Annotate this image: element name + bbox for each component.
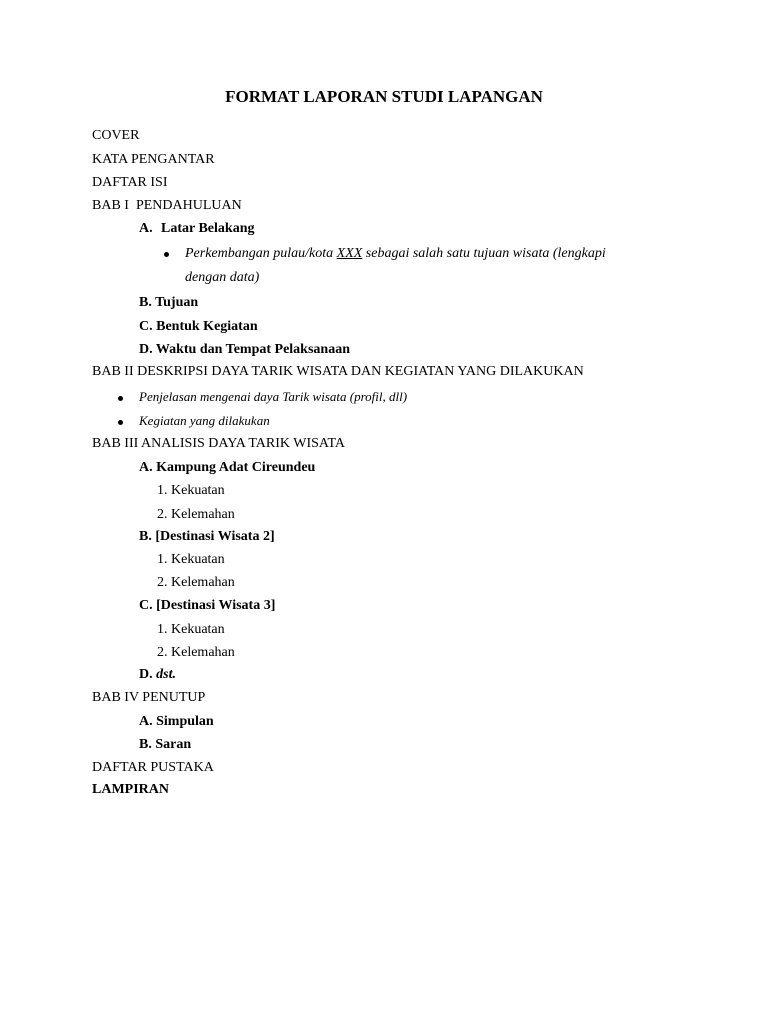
bab1-heading: BAB I PENDAHULUAN (92, 198, 242, 213)
bab1-a-bullet-line2: dengan data) (185, 270, 260, 285)
bab3-heading: BAB III ANALISIS DAYA TARIK WISATA (92, 436, 346, 451)
bullet-icon (164, 252, 169, 257)
bab1-a-bullet-line1 (185, 245, 606, 263)
lampiran-item: LAMPIRAN (92, 782, 169, 797)
bullet-icon (118, 396, 123, 401)
bab3-b-sub2: 2. Kelemahan (157, 575, 235, 590)
bab4-a-item: A. Simpulan (139, 714, 214, 729)
daftar-isi-item: DAFTAR ISI (92, 175, 168, 190)
bab3-b-sub1: 1. Kekuatan (157, 552, 225, 567)
bab4-b-item: B. Saran (139, 737, 192, 752)
bab3-a-sub1: 1. Kekuatan (157, 483, 225, 498)
cover-item: COVER (92, 128, 140, 143)
daftar-pustaka-item: DAFTAR PUSTAKA (92, 760, 214, 775)
bab2-heading: BAB II DESKRIPSI DAYA TARIK WISATA DAN KEGIATAN YANG DILAKUKAN (92, 364, 584, 379)
bab1-b-item: B. Tujuan (139, 295, 199, 310)
bab1-c-item: C. Bentuk Kegiatan (139, 319, 258, 334)
bab1-a-marker: A. (139, 221, 153, 236)
bab1-d-item: D. Waktu dan Tempat Pelaksanaan (139, 342, 350, 357)
bab3-c-item: C. [Destinasi Wisata 3] (139, 598, 276, 613)
bab1-a-label: Latar Belakang (161, 221, 255, 236)
bab2-bullet1: Penjelasan mengenai daya Tarik wisata (profil, dll) (139, 389, 408, 404)
bab3-b-item: B. [Destinasi Wisata 2] (139, 529, 275, 544)
bab4-heading: BAB IV PENUTUP (92, 690, 206, 705)
bab3-d-label: dst. (156, 667, 176, 682)
bab2-bullet2: Kegiatan yang dilakukan (139, 413, 270, 428)
bab3-d-item (139, 666, 176, 684)
bullet-icon (118, 420, 123, 425)
bab1-a-bullet-xxx: XXX (336, 246, 363, 261)
bab3-a-sub2: 2. Kelemahan (157, 507, 235, 522)
bab1-a-bullet-text2: sebagai salah satu tujuan wisata (lengkapi (362, 246, 606, 261)
document-title: FORMAT LAPORAN STUDI LAPANGAN (225, 87, 543, 106)
bab3-c-sub2: 2. Kelemahan (157, 645, 235, 660)
kata-pengantar-item: KATA PENGANTAR (92, 152, 215, 167)
bab3-a-item: A. Kampung Adat Cireundeu (139, 460, 316, 475)
bab3-d-marker: D. (139, 667, 153, 682)
bab1-a-bullet-text1: Perkembangan pulau/kota (185, 246, 337, 261)
bab3-c-sub1: 1. Kekuatan (157, 622, 225, 637)
